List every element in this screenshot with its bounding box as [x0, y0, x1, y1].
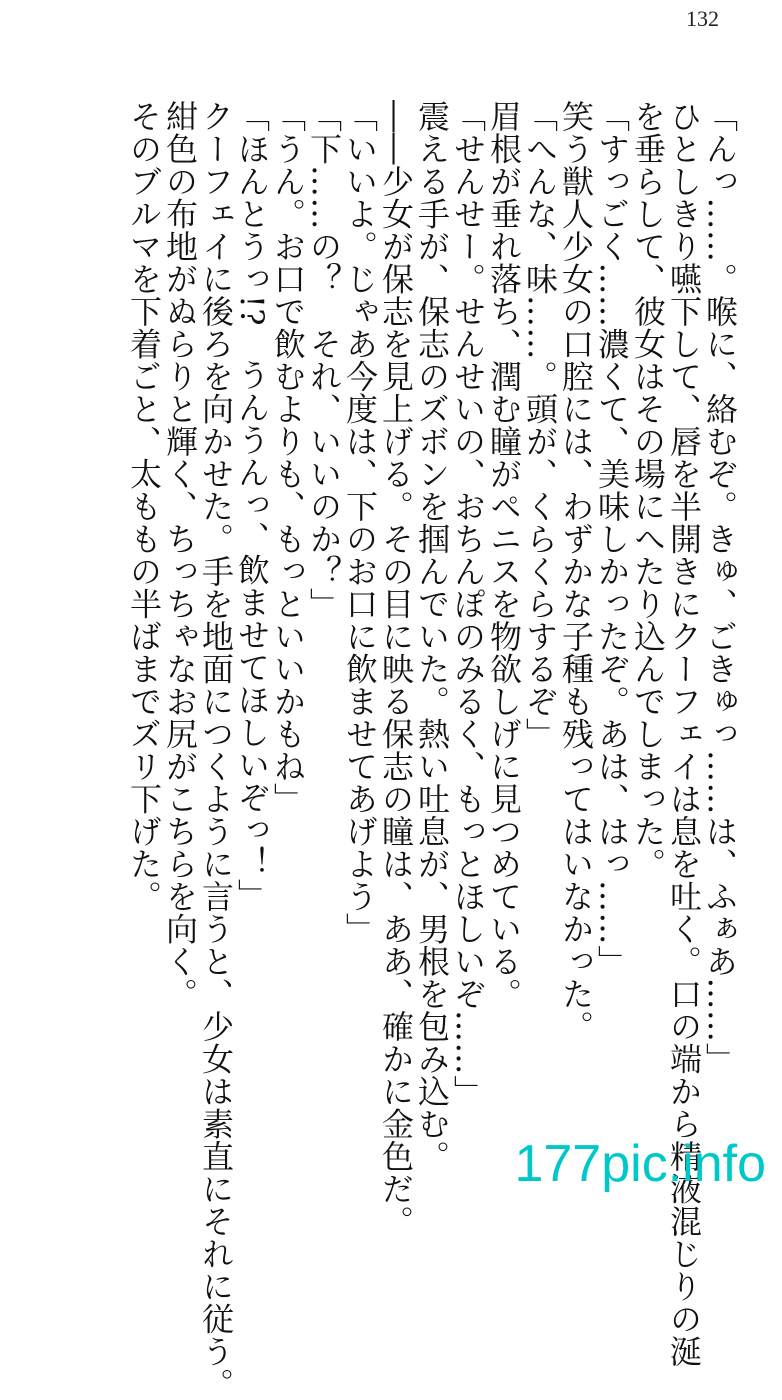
text-line: クーフェイに後ろを向かせた。手を地面につくように言うと、少女は素直にそれに従う。 — [197, 100, 235, 1400]
text-line: 「んっ……。喉に、絡むぞ。きゅ、ごきゅっ……は、ふぁあ……」 — [701, 100, 739, 1075]
text-line: 「すっごく……濃くて、美味しかったぞ。あは、はっ……」 — [593, 100, 631, 978]
text-line: そのブルマを下着ごと、太ももの半ばまでズリ下げた。 — [125, 100, 163, 913]
text-line: 「せんせー。せんせいの、おちんぽのみるく、もっとほしいぞ……」 — [449, 100, 487, 1108]
text-line: 「へんな、味……。頭が、くらくらするぞ」 — [521, 100, 559, 750]
text-line: 「いいよ。じゃあ今度は、下のお口に飲ませてあげよう」 — [341, 100, 379, 945]
text-line: ――少女が保志を見上げる。その目に映る保志の瞳は、ああ、確かに金色だ。 — [377, 100, 415, 1238]
text-line: を垂らして、彼女はその場にへたり込んでしまった。 — [629, 100, 667, 880]
text-line: 笑う獣人少女の口腔には、わずかな子種も残ってはいなかった。 — [557, 100, 595, 1043]
text-line: 眉根が垂れ落ち、潤む瞳がペニスを物欲しげに見つめている。 — [485, 100, 523, 1010]
text-line: 「ほんとうっ!? うんうんっ、飲ませてほしいぞっ！」 — [233, 100, 271, 912]
text-line: 「下……の？ それ、いいのか？」 — [305, 100, 343, 620]
page-number: 132 — [686, 6, 719, 31]
vertical-text-body — [88, 100, 739, 1400]
text-line: 紺色の布地がぬらりと輝く、ちっちゃなお尻がこちらを向く。 — [161, 100, 199, 1010]
text-line: 「うん。お口で飲むよりも、もっといいかもね」 — [269, 100, 307, 815]
watermark: 177pic.info — [514, 1135, 766, 1193]
text-line: ひとしきり嚥下して、唇を半開きにクーフェイは息を吐く。口の端から精液混じりの涎 — [665, 100, 703, 1368]
text-line: 震える手が、保志のズボンを掴んでいた。熱い吐息が、男根を包み込む。 — [413, 100, 451, 1173]
